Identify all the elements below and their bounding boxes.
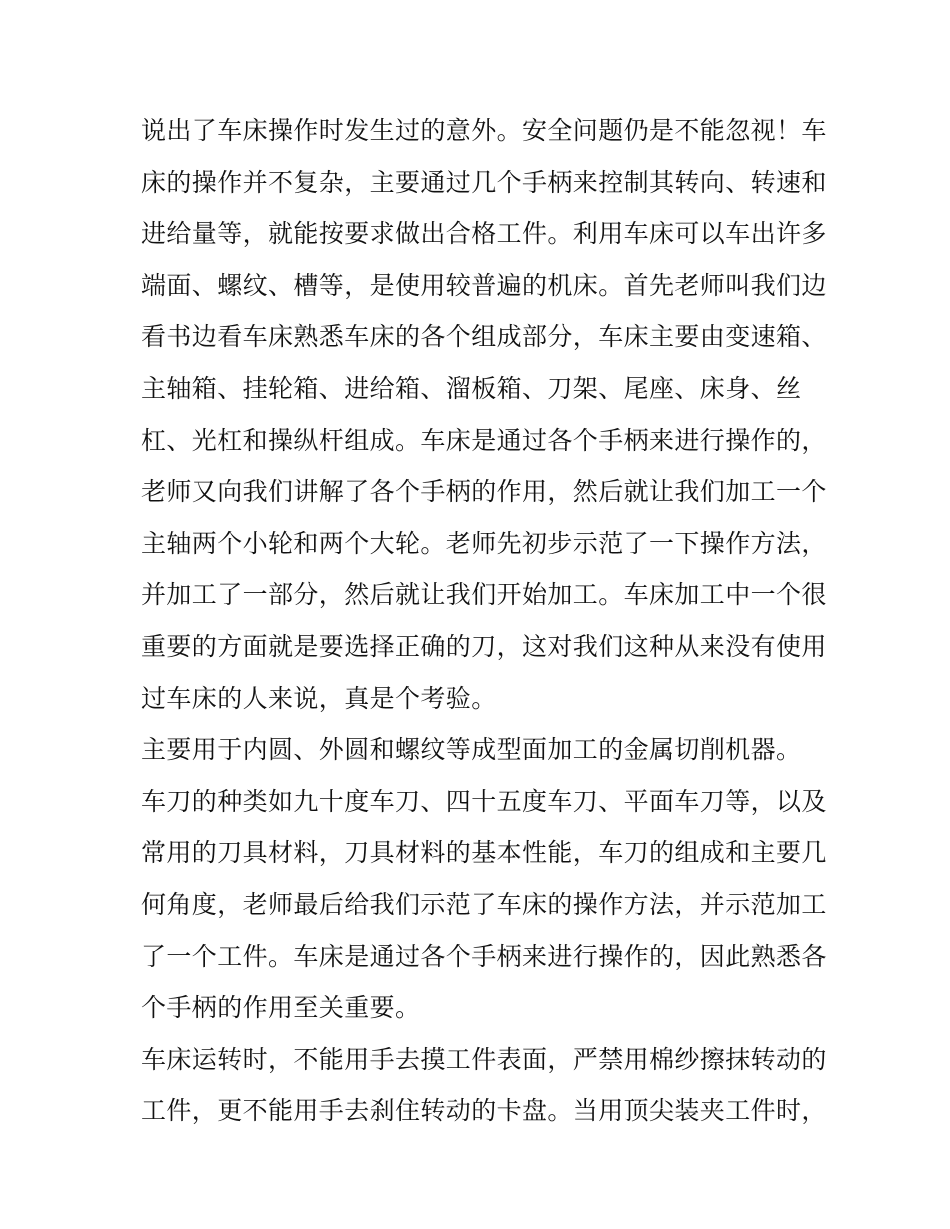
- text-line: 常用的刀具材料，刀具材料的基本性能，车刀的组成和主要几: [141, 838, 827, 868]
- text-line: 说出了车床操作时发生过的意外。安全问题仍是不能忽视！车: [141, 116, 827, 145]
- text-line: 了一个工件。车床是通过各个手柄来进行操作的，因此熟悉各: [141, 941, 827, 971]
- text-line: 主轴两个小轮和两个大轮。老师先初步示范了一下操作方法，: [141, 528, 827, 558]
- text-line: 并加工了一部分，然后就让我们开始加工。车床加工中一个很: [141, 580, 827, 610]
- text-line: 过车床的人来说，真是个考验。: [141, 683, 497, 713]
- text-line: 重要的方面就是要选择正确的刀，这对我们这种从来没有使用: [141, 631, 827, 661]
- text-line: 杠、光杠和操纵杆组成。车床是通过各个手柄来进行操作的，: [141, 425, 827, 455]
- text-line: 何角度，老师最后给我们示范了车床的操作方法，并示范加工: [141, 889, 827, 919]
- text-line: 工件，更不能用手去刹住转动的卡盘。当用顶尖装夹工件时，: [141, 1096, 827, 1126]
- text-line: 进给量等，就能按要求做出合格工件。利用车床可以车出许多: [141, 219, 827, 249]
- text-line: 端面、螺纹、槽等，是使用较普遍的机床。首先老师叫我们边: [141, 270, 827, 300]
- text-line: 车刀的种类如九十度车刀、四十五度车刀、平面车刀等，以及: [141, 786, 827, 816]
- text-line: 老师又向我们讲解了各个手柄的作用，然后就让我们加工一个: [141, 477, 827, 507]
- text-line: 主轴箱、挂轮箱、进给箱、溜板箱、刀架、尾座、床身、丝: [141, 373, 802, 403]
- text-line: 床的操作并不复杂，主要通过几个手柄来控制其转向、转速和: [141, 167, 827, 197]
- text-line: 车床运转时，不能用手去摸工件表面，严禁用棉纱擦抹转动的: [141, 1044, 827, 1074]
- body-text: [141, 105, 827, 1137]
- text-line: 个手柄的作用至关重要。: [141, 993, 421, 1023]
- text-line: 主要用于内圆、外圆和螺纹等成型面加工的金属切削机器。: [141, 735, 802, 765]
- text-line: 看书边看车床熟悉车床的各个组成部分，车床主要由变速箱、: [141, 322, 827, 352]
